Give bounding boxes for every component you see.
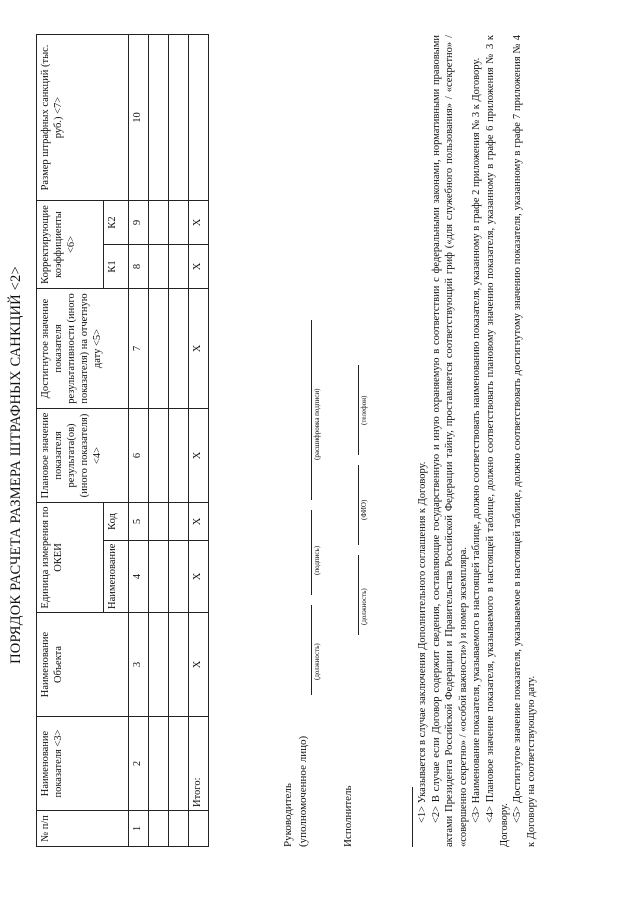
penalty-calculation-table <box>36 34 209 847</box>
exec-name-caption: (ФИО) <box>360 499 368 520</box>
header-k2: К2 <box>104 200 129 244</box>
exec-phone-line <box>358 365 359 455</box>
table-cell <box>169 503 189 541</box>
table-cell <box>149 34 169 200</box>
table-cell <box>189 34 209 200</box>
table-cell <box>169 541 189 613</box>
total-cell: X <box>189 613 209 717</box>
header-unit: Единица измерения по ОКЕИ <box>37 503 104 613</box>
table-cell <box>149 409 169 503</box>
table-cell <box>169 34 189 200</box>
head-decoding-line <box>311 320 312 500</box>
page-title: ПОРЯДОК РАСЧЕТА РАЗМЕРА ШТРАФНЫХ САНКЦИЙ <2> <box>8 266 24 664</box>
exec-position-caption: (должность) <box>360 588 368 625</box>
table-cell <box>149 613 169 717</box>
head-label: Руководитель <box>282 783 294 847</box>
header-coefficients: Корректирующие коэффициенты <6> <box>37 200 104 288</box>
footnote-4: <4> Плановое значение показателя, указываемого в настоящей таблице, должно соответствовать плановому значению показателя, указанному в графе 6 приложения № 3 к Договору. <box>484 35 510 847</box>
exec-position-line <box>358 555 359 635</box>
total-row <box>189 34 209 846</box>
total-cell: X <box>189 541 209 613</box>
column-number: 3 <box>129 613 149 717</box>
footnote-1: <1> Указывается в случае заключения Дополнительного соглашения к Договору. <box>417 461 428 823</box>
column-number: 4 <box>129 541 149 613</box>
table-cell <box>149 811 169 847</box>
table-cell <box>149 200 169 244</box>
column-number: 1 <box>129 811 149 847</box>
table-cell <box>149 541 169 613</box>
column-number: 10 <box>129 34 149 200</box>
total-label: Итого: <box>189 717 209 811</box>
table-row <box>149 34 169 846</box>
column-number: 5 <box>129 503 149 541</box>
exec-phone-caption: (телефон) <box>360 395 368 425</box>
header-k1: К1 <box>104 245 129 289</box>
executor-label: Исполнитель <box>342 785 354 847</box>
table-header-row <box>37 34 104 846</box>
table-cell <box>149 289 169 409</box>
table-cell <box>169 811 189 847</box>
footnote-3: <3> Наименование показателя, указываемого в настоящей таблице, должно соответствовать наименованию показателя, указанному в графе 2 приложения № 3 к Договору. <box>471 57 483 823</box>
head-signature-line <box>311 510 312 595</box>
exec-name-line <box>358 465 359 545</box>
footnote-2: <2> В случае если Договор содержит сведения, составляющие государственную и иную охраняемую в соответствии с федеральными законами, нормативными правовыми актами Президента Российской Федерации и Правительства Российской Федерации тайну, проставляется соответствующий гриф («для служебного пользования» / «секретно» / «совершенно секретно» / «особой важности») и номер экземпляра. <box>430 35 469 847</box>
head-label-sub: (уполномоченное лицо) <box>297 735 309 847</box>
header-penalty: Размер штрафных санкций (тыс. руб.) <7> <box>37 34 129 200</box>
table-cell <box>149 717 169 811</box>
table-cell <box>169 613 189 717</box>
column-number-row <box>129 34 149 846</box>
footnote-5: <5> Достигнутое значение показателя, указываемое в настоящей таблице, должно соответствовать достигнутому значению показателя, указанному в графе 7 приложения № 4 к Договору на соответствующую дату. <box>512 35 537 847</box>
header-num: № п/п <box>37 811 129 847</box>
table-cell <box>149 245 169 289</box>
table-cell <box>169 245 189 289</box>
table-row <box>169 34 189 846</box>
total-cell: X <box>189 409 209 503</box>
head-position-caption: (должность) <box>313 643 321 680</box>
total-cell: X <box>189 200 209 244</box>
table-cell <box>189 811 209 847</box>
total-cell: X <box>189 289 209 409</box>
column-number: 6 <box>129 409 149 503</box>
header-object: Наименование Объекта <box>37 613 129 717</box>
table-cell <box>169 717 189 811</box>
head-signature-caption: (подпись) <box>313 545 321 575</box>
footnote-divider <box>412 787 413 847</box>
header-achieved: Достигнутое значение показателя результативности (иного показателя) на отчетную дату <5> <box>37 289 129 409</box>
table-cell <box>169 409 189 503</box>
column-number: 7 <box>129 289 149 409</box>
header-plan: Плановое значение показателя результата(ов) (иного показателя) <4> <box>37 409 129 503</box>
footnotes <box>416 35 538 847</box>
column-number: 9 <box>129 200 149 244</box>
column-number: 2 <box>129 717 149 811</box>
column-number: 8 <box>129 245 149 289</box>
total-cell: X <box>189 503 209 541</box>
header-unit-code: Код <box>104 503 129 541</box>
table-cell <box>169 289 189 409</box>
header-indicator: Наименование показателя <3> <box>37 717 129 811</box>
head-decoding-caption: (расшифровка подписи) <box>313 388 321 460</box>
header-unit-name: Наименование <box>104 541 129 613</box>
table-cell <box>149 503 169 541</box>
head-position-line <box>311 605 312 695</box>
total-cell: X <box>189 245 209 289</box>
table-cell <box>169 200 189 244</box>
